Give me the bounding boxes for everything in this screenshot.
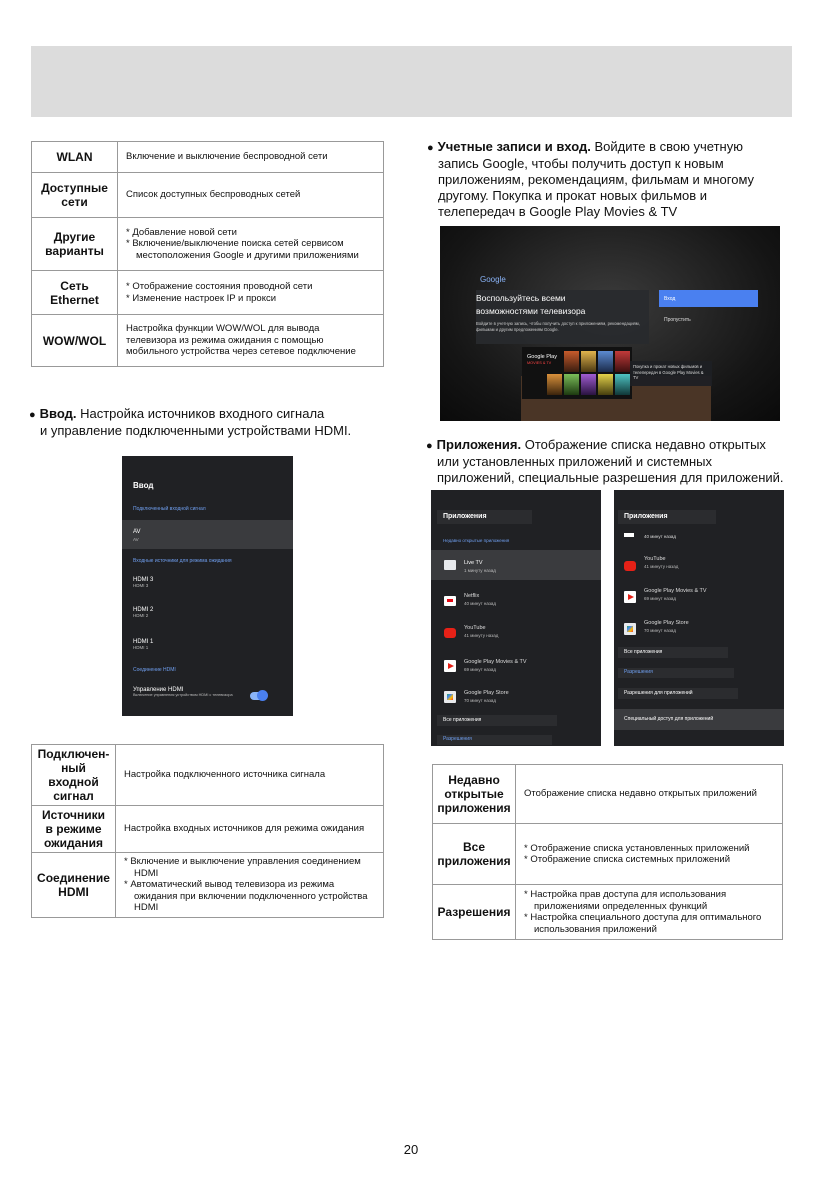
table-value: * Отображение списка установленных приложений * Отображение списка системных приложений (516, 824, 783, 885)
table-row (433, 824, 783, 885)
table-value: Список доступных беспроводных сетей (118, 173, 384, 218)
input-table (31, 744, 384, 918)
play-movies-icon (444, 660, 456, 672)
table-value: * Включение и выключение управления соединением HDMI * Автоматический вывод телевизора из режима ожидания при включении подключенного устройства HDMI (116, 853, 384, 918)
section-label: Недавно открытые приложения (443, 538, 510, 543)
input-screenshot (122, 456, 293, 716)
menu-item-hdmi-control[interactable]: Управление HDMI Включение управления устройством HDMI с телевизора (133, 687, 233, 697)
special-access-item[interactable]: Специальный доступ для приложений (614, 709, 784, 730)
page-number: 20 (403, 1142, 419, 1157)
table-row (32, 218, 384, 271)
youtube-icon (444, 628, 456, 638)
play-store-icon (444, 691, 456, 703)
table-key: Доступные сети (32, 173, 118, 218)
table-value: Отображение списка недавно открытых приложений (516, 765, 783, 824)
table-row (32, 142, 384, 173)
app-item-youtube[interactable]: YouTube 41 минуту назад (614, 551, 784, 577)
netflix-icon (444, 596, 456, 606)
menu-item-hdmi2[interactable]: HDMI 2 HDMI 2 (133, 607, 154, 618)
table-key: WLAN (32, 142, 118, 173)
app-item-youtube[interactable]: YouTube 41 минуту назад (431, 620, 601, 646)
table-key: Все приложения (433, 824, 516, 885)
play-movies-icon (624, 591, 636, 603)
table-key: Сеть Ethernet (32, 271, 118, 315)
table-key: Источники в режиме ожидания (32, 806, 116, 853)
screen-title: Ввод (133, 481, 154, 490)
input-section-text: ● Ввод. Настройка источников входного сигнала и управление подключенными устройствами HDMI. (29, 406, 352, 438)
table-value: * Добавление новой сети * Включение/выключение поиска сетей сервисом местоположения Google и другими приложениями (118, 218, 384, 271)
app-item-play-store[interactable]: Google Play Store 70 минут назад (431, 685, 601, 711)
apps-screenshot-1 (431, 490, 601, 746)
app-item-play-store[interactable]: Google Play Store 70 минут назад (614, 617, 784, 643)
table-value: Настройка подключенного источника сигнала (116, 745, 384, 806)
apps-table (432, 764, 783, 940)
google-logo: Google (480, 275, 506, 284)
table-value: Включение и выключение беспроводной сети (118, 142, 384, 173)
google-signin-screenshot (440, 226, 780, 421)
table-row (433, 765, 783, 824)
header-bar (31, 46, 792, 117)
promo-text: Покупка и прокат новых фильмов и телепередач в Google Play Movies & TV (630, 361, 712, 386)
skip-button[interactable]: Пропустить (664, 317, 691, 323)
section-label: Подключенный входной сигнал (133, 506, 206, 512)
signin-button[interactable]: Вход (659, 290, 758, 307)
table-key: Подключен- ный входной сигнал (32, 745, 116, 806)
table-value: Настройка входных источников для режима ожидания (116, 806, 384, 853)
youtube-icon (624, 561, 636, 571)
play-store-icon (624, 623, 636, 635)
table-key: Соединение HDMI (32, 853, 116, 918)
app-item-play-movies[interactable]: Google Play Movies & TV 69 минут назад (431, 654, 601, 680)
menu-item-hdmi1[interactable]: HDMI 1 HDMI 1 (133, 639, 154, 650)
menu-item-av[interactable]: AV AV (122, 520, 293, 549)
play-movies-promo: Google Play MOVIES & TV (522, 347, 632, 399)
permissions-item[interactable]: Разрешения (443, 736, 472, 742)
screen-title: Приложения (443, 513, 487, 520)
menu-item-hdmi3[interactable]: HDMI 3 HDMI 3 (133, 577, 154, 588)
table-row (433, 885, 783, 940)
table-row (32, 271, 384, 315)
app-icon-partial (624, 533, 634, 537)
screen-title: Приложения (624, 513, 668, 520)
app-item-play-movies[interactable]: Google Play Movies & TV 69 минут назад (614, 585, 784, 611)
section-label: Соединение HDMI (133, 667, 176, 673)
all-apps-item[interactable]: Все приложения (624, 649, 663, 655)
all-apps-item[interactable]: Все приложения (443, 717, 482, 723)
table-row (32, 853, 384, 918)
live-tv-icon (444, 560, 456, 570)
apps-screenshot-2 (614, 490, 784, 746)
toggle-knob (257, 690, 268, 701)
table-value: * Настройка прав доступа для использования приложениями определенных функций * Настройка специального доступа для оптимального использования приложений (516, 885, 783, 940)
table-key: Недавно открытые приложения (433, 765, 516, 824)
app-item-netflix[interactable]: Netflix 40 минут назад (431, 588, 601, 614)
table-key: WOW/WOL (32, 315, 118, 367)
table-key: Разрешения (433, 885, 516, 940)
table-key: Другие варианты (32, 218, 118, 271)
table-row (32, 173, 384, 218)
table-value: * Отображение состояния проводной сети * Изменение настроек IP и прокси (118, 271, 384, 315)
signin-panel: Воспользуйтесь всеми возможностями телевизора Войдите в учетную запись, чтобы получить доступ к приложениям, рекомендациям, фильмам и другим предложениям Google. (476, 290, 649, 344)
first-time: 40 минут назад (644, 534, 677, 539)
table-row (32, 806, 384, 853)
app-permissions-item[interactable]: Разрешения для приложений (624, 690, 693, 696)
table-row (32, 745, 384, 806)
permissions-section: Разрешения (624, 669, 653, 675)
wlan-table (31, 141, 384, 367)
accounts-section-text: ● Учетные записи и вход. Войдите в свою учетную запись Google, чтобы получить доступ к новым приложениям, рекомендациям, фильмам и многому другому. Покупка и прокат новых фильмов и телепередач в Google Play Movies & TV (427, 139, 755, 219)
apps-section-text: ● Приложения. Отображение списка недавно открытых или установленных приложений и системных приложений, специальные разрешения для приложений. (426, 437, 784, 485)
section-label: Входные источники для режима ожидания (133, 558, 232, 564)
table-row (32, 315, 384, 367)
table-value: Настройка функции WOW/WOL для вывода телевизора из режима ожидания с помощью мобильного устройства через сетевое подключение (118, 315, 384, 367)
app-item-live-tv[interactable]: Live TV 1 минуту назад (431, 550, 601, 580)
